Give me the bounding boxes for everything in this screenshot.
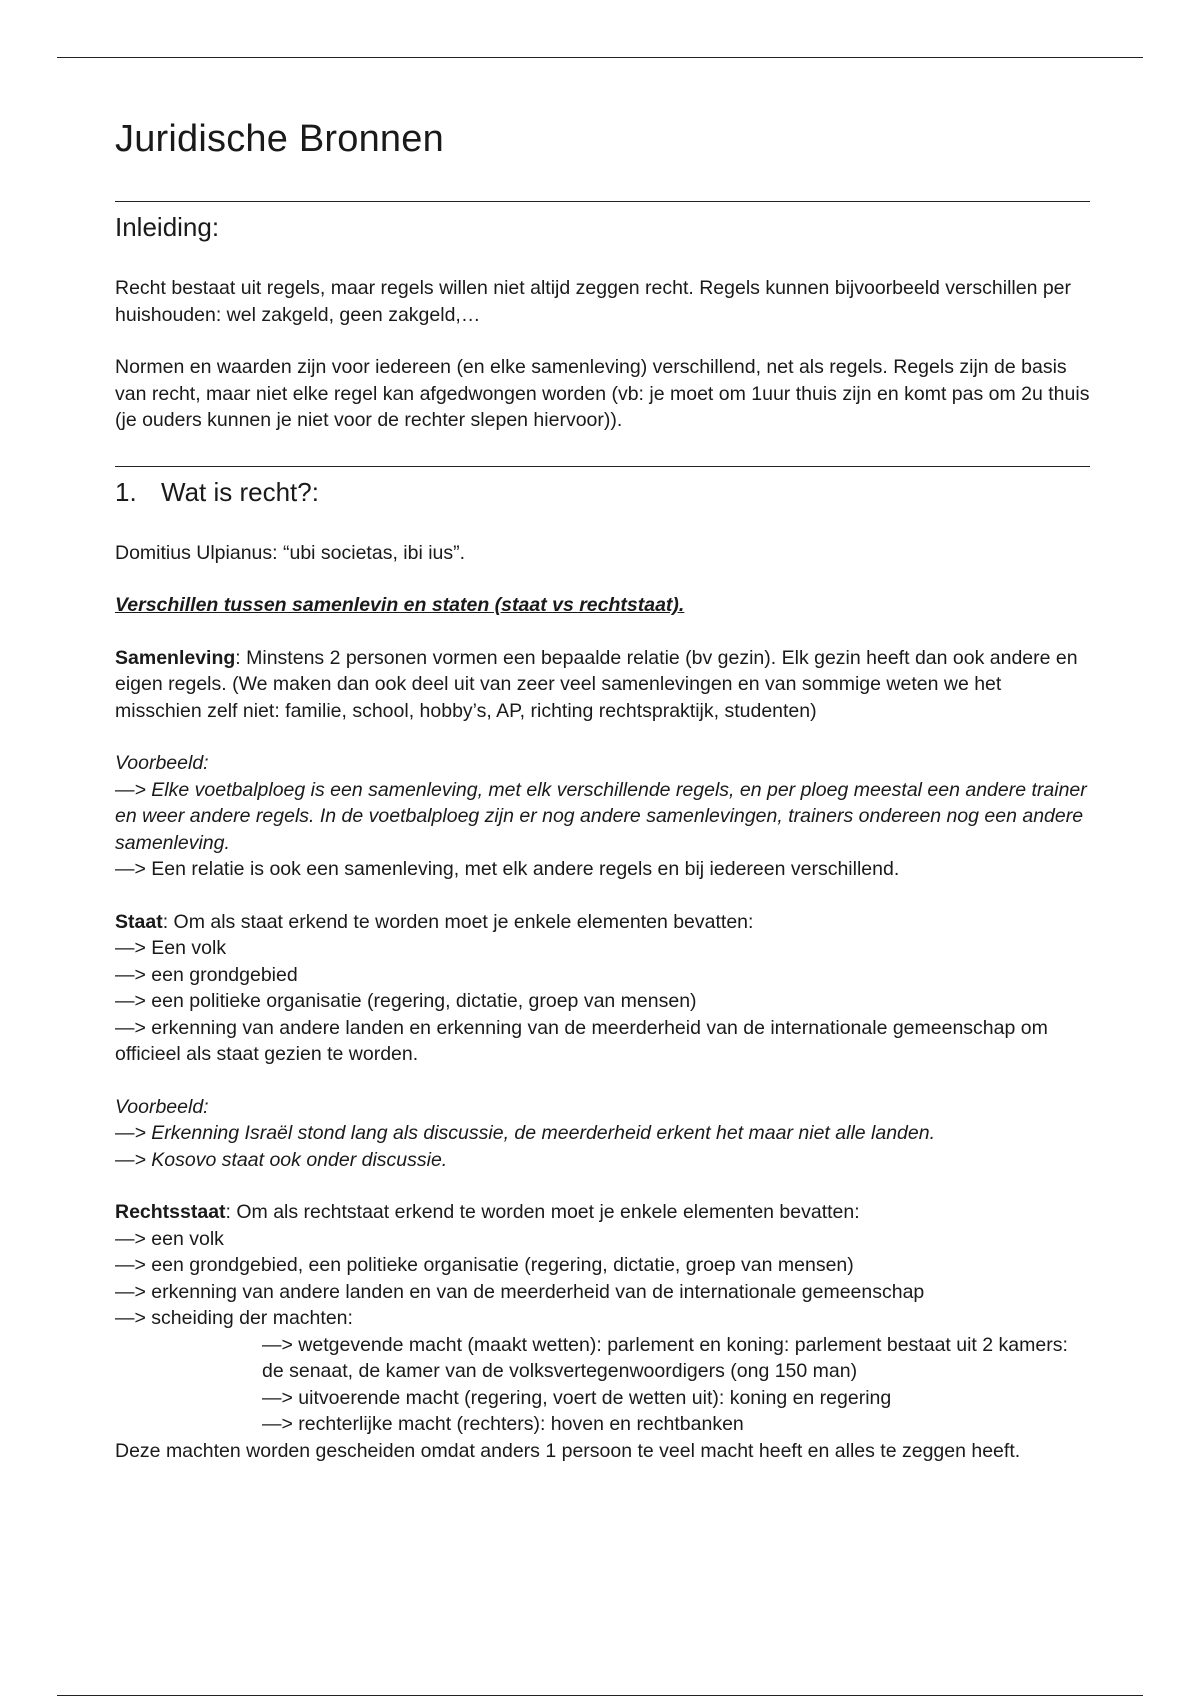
rechtsstaat-definition-line bbox=[115, 1199, 1090, 1226]
example-item: —> Kosovo staat ook onder discussie. bbox=[115, 1148, 448, 1171]
staat-definition-line bbox=[115, 909, 1090, 936]
staat-definition: : Om als staat erkend te worden moet je enkele elementen bevatten: bbox=[162, 910, 754, 933]
section-title: Wat is recht?: bbox=[161, 476, 319, 507]
list-item: —> een politieke organisatie (regering, dictatie, groep van mensen) bbox=[115, 990, 697, 1012]
term-samenleving: Samenleving bbox=[115, 646, 236, 669]
example-label: Voorbeeld: bbox=[115, 1095, 209, 1118]
example-label: Voorbeeld: bbox=[115, 752, 209, 774]
list-item: —> Een volk bbox=[115, 937, 227, 959]
subheading-differences: Verschillen tussen samenlevin en staten (staat vs rechtstaat). bbox=[115, 594, 685, 616]
rechtsstaat-definition: : Om als rechtstaat erkend te worden moet je enkele elementen bevatten: bbox=[225, 1201, 860, 1223]
quote-paragraph: Domitius Ulpianus: “ubi societas, ibi ius”. bbox=[115, 541, 466, 564]
document-title: Juridische Bronnen bbox=[115, 118, 444, 160]
sub-list-item: —> uitvoerende macht (regering, voert de wetten uit): koning en regering bbox=[262, 1386, 892, 1409]
term-rechtsstaat: Rechtsstaat bbox=[115, 1201, 226, 1223]
example-item: —> Elke voetbalploeg is een samenleving, met elk verschillende regels, en per ploeg meestal een andere trainer en weer andere regels. In de voetbalploeg zijn er nog andere samenlevingen, trainers ondereen nog een andere samenleving. bbox=[115, 778, 1087, 854]
page-bottom-rule bbox=[57, 1695, 1143, 1696]
sub-list-item: —> wetgevende macht (maakt wetten): parlement en koning: parlement bestaat uit 2 kamers: de senaat, de kamer van de volksvertegenwoordigers (ong 150 man) bbox=[262, 1333, 1068, 1382]
samenleving-paragraph bbox=[115, 645, 1090, 725]
list-item: —> een grondgebied, een politieke organisatie (regering, dictatie, groep van mensen) bbox=[115, 1254, 854, 1276]
intro-paragraph-2: Normen en waarden zijn voor iedereen (en elke samenleving) verschillend, net als regels. Regels zijn de basis van recht, maar niet elke regel kan afgedwongen worden (vb: je moet om 1uur thuis zijn en komt pas om 2u thuis (je ouders kunnen je niet voor de rechter slepen hiervoor)). bbox=[115, 356, 1090, 431]
example-block-1 bbox=[115, 750, 1090, 883]
intro-paragraph-1: Recht bestaat uit regels, maar regels willen niet altijd zeggen recht. Regels kunnen bijvoorbeeld verschillen per huishouden: wel zakgeld, geen zakgeld,… bbox=[115, 277, 1072, 326]
list-item: —> een grondgebied bbox=[115, 963, 298, 986]
example-block-2 bbox=[115, 1094, 1090, 1174]
section-divider bbox=[115, 201, 1090, 202]
samenleving-definition: : Minstens 2 personen vormen een bepaalde relatie (bv gezin). Elk gezin heeft dan ook andere en eigen regels. (We maken dan ook deel uit van zeer veel samenlevingen en van sommige weten we het misschien zelf niet: familie, school, hobby’s, AP, richting rechtspraktijk, studenten) bbox=[115, 646, 1078, 722]
section-1-heading bbox=[115, 477, 1090, 508]
staat-block bbox=[115, 909, 1090, 1068]
section-number: 1. bbox=[115, 476, 137, 507]
closing-paragraph: Deze machten worden gescheiden omdat anders 1 persoon te veel macht heeft en alles te zeggen heeft. bbox=[115, 1439, 1021, 1462]
section-divider bbox=[115, 466, 1090, 467]
list-item: —> scheiding der machten: bbox=[115, 1307, 353, 1329]
sub-list-item: —> rechterlijke macht (rechters): hoven en rechtbanken bbox=[262, 1413, 744, 1435]
page-top-rule bbox=[57, 57, 1143, 58]
list-item: —> een volk bbox=[115, 1227, 224, 1250]
list-item: —> erkenning van andere landen en erkenning van de meerderheid van de internationale gemeenschap om officieel als staat gezien te worden. bbox=[115, 1016, 1048, 1065]
rechtsstaat-block bbox=[115, 1199, 1090, 1464]
document-body bbox=[115, 112, 1090, 1490]
example-item: —> Een relatie is ook een samenleving, met elk andere regels en bij iedereen verschillend. bbox=[115, 858, 900, 880]
term-staat: Staat bbox=[115, 910, 163, 933]
example-item: —> Erkenning Israël stond lang als discussie, de meerderheid erkent het maar niet alle landen. bbox=[115, 1122, 936, 1144]
intro-heading: Inleiding: bbox=[115, 212, 220, 242]
list-item: —> erkenning van andere landen en van de meerderheid van de internationale gemeenschap bbox=[115, 1280, 925, 1303]
